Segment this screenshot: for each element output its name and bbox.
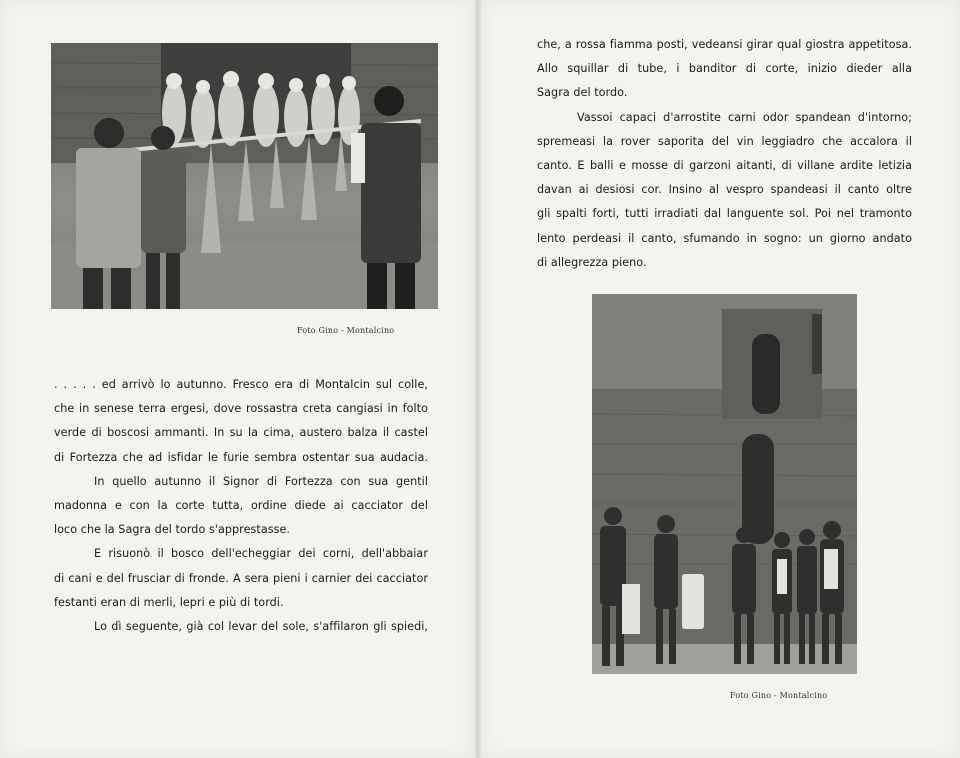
fortress-tower-photo	[592, 294, 857, 674]
text-line: verde di boscosi ammanti. In su la cima, austero balza il castel	[54, 426, 428, 440]
left-page	[0, 0, 474, 758]
text-line: che, a rossa fiamma posti, vedeansi girar qual giostra appetitosa.	[537, 38, 912, 51]
fortress-tower-illustration	[592, 294, 857, 674]
text-line: gli spalti forti, tutti irradiati dal languente sol. Poi nel tramonto	[537, 207, 912, 221]
right-page	[482, 0, 960, 758]
right-body-text	[537, 33, 912, 275]
text-line: davan ai desiosi cor. Insino al vespro spandeasi il canto oltre	[537, 183, 912, 197]
text-line: di Fortezza che ad isfidar le furie sembra ostentar sua audacia.	[54, 450, 428, 464]
text-line: canto. E balli e mosse di garzoni aitanti, di villane ardite letizia	[537, 158, 912, 172]
text-line: di cani e del frusciar di fronde. A sera pieni i carnier dei cacciator	[54, 571, 428, 585]
text-line: E risuonò il bosco dell'echeggiar dei corni, dell'abbaiar	[94, 547, 428, 561]
text-line: spremeasi la rover saporita del vin leggiadro che accalora il	[537, 134, 912, 148]
text-line: madonna e con la corte tutta, ordine diede ai cacciator del	[54, 498, 428, 512]
text-line: che in senese terra ergesi, dove rossastra creta cangiasi in folto	[54, 402, 428, 416]
photo-caption: Foto Gino - Montalcino	[730, 691, 828, 700]
text-line: festanti eran di merli, lepri e più di tordi.	[54, 595, 284, 609]
text-line: Sagra del tordo.	[537, 86, 628, 100]
text-line: Lo dì seguente, già col levar del sole, s'affilaron gli spiedi,	[94, 619, 428, 633]
text-line: In quello autunno il Signor di Fortezza con sua gentil	[94, 474, 428, 488]
text-line: lento perdeasi il canto, sfumando in sogno: un giorno andato	[537, 231, 912, 245]
left-body-text	[54, 373, 428, 639]
page-fold	[474, 0, 482, 758]
text-line: Vassoi capaci d'arrostite carni odor spandean d'intorno;	[577, 110, 912, 124]
text-line: di allegrezza pieno.	[537, 255, 647, 269]
text-line: loco che la Sagra del tordo s'apprestasse.	[54, 523, 291, 537]
photo-caption: Foto Gino - Montalcino	[297, 326, 395, 335]
hunt-procession-illustration	[51, 43, 438, 309]
hunt-procession-photo	[51, 43, 438, 309]
text-line: . . . . . ed arrivò lo autunno. Fresco era di Montalcin sul colle,	[54, 378, 428, 391]
text-line: Allo squillar di tube, i banditor di corte, inizio dieder alla	[537, 62, 912, 76]
